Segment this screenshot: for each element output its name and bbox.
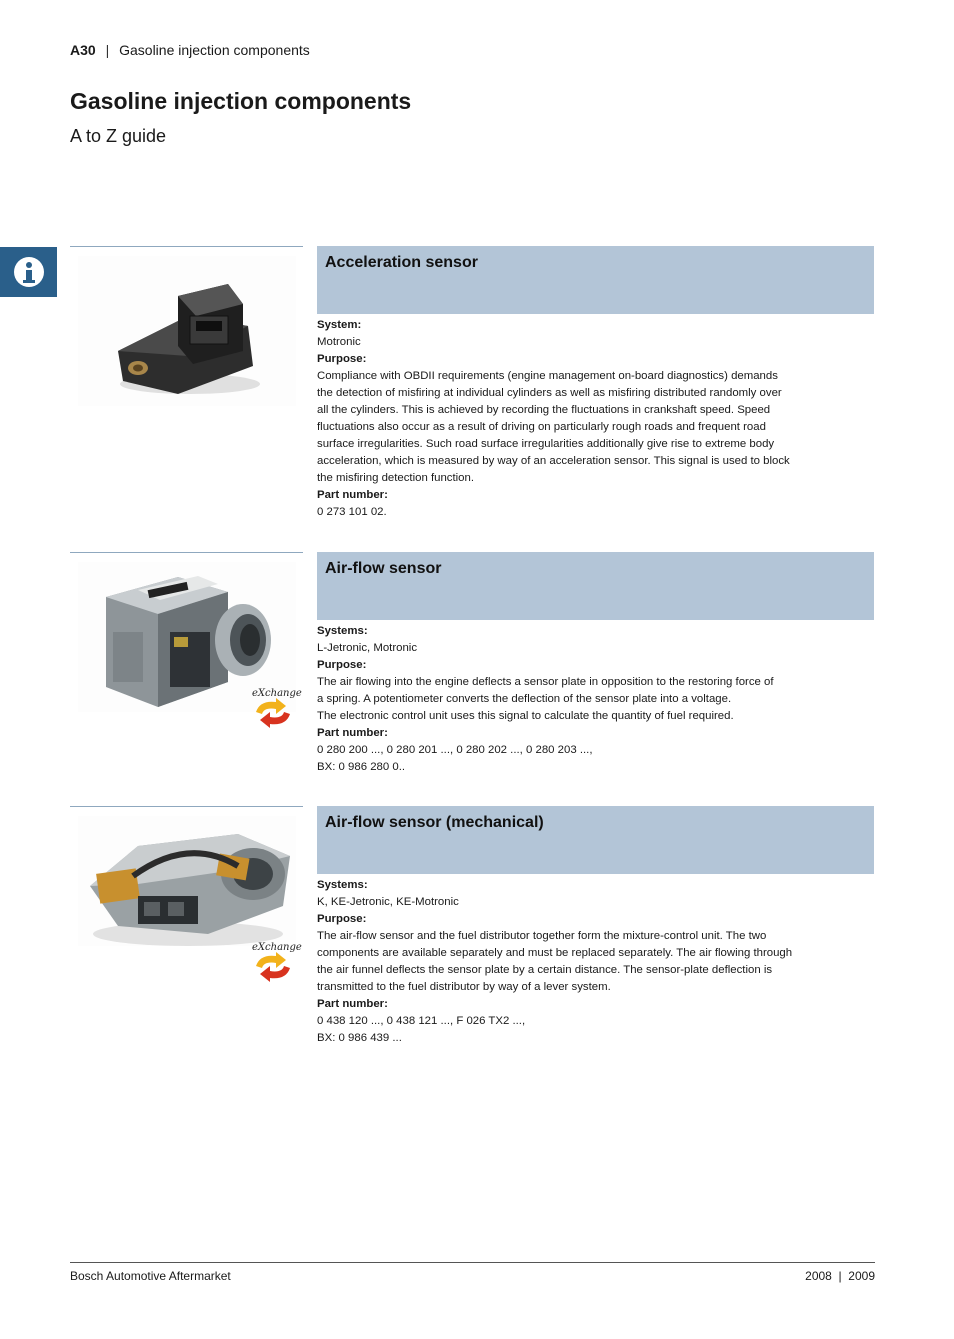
svg-text:eXchange: eXchange bbox=[252, 942, 302, 953]
entry-air-flow-sensor-mechanical bbox=[70, 806, 874, 1056]
svg-text:eXchange: eXchange bbox=[252, 688, 302, 699]
purpose-line: components are available separately and must be replaced separately. The air flowing through bbox=[317, 947, 793, 959]
part-number-value: 0 280 200 ..., 0 280 201 ..., 0 280 202 ..., 0 280 203 ..., bbox=[317, 744, 593, 756]
section-heading-bar bbox=[317, 246, 874, 314]
section-heading-bar bbox=[317, 552, 874, 620]
purpose-line: Compliance with OBDII requirements (engine management on-board diagnostics) demands bbox=[317, 370, 778, 382]
purpose-line: The air-flow sensor and the fuel distributor together form the mixture-control unit. The two bbox=[317, 930, 767, 942]
page-title: Gasoline injection components bbox=[70, 88, 412, 114]
section-heading: Air-flow sensor (mechanical) bbox=[325, 814, 544, 831]
section-body bbox=[317, 317, 874, 521]
purpose-line: fluctuations also occur as a result of driving on particularly rough roads and frequent road bbox=[317, 421, 766, 433]
purpose-line: surface irregularities. Such road surface irregularities additionally give rise to extreme body bbox=[317, 438, 775, 450]
part-number-label: Part number: bbox=[317, 998, 388, 1010]
section-heading-bar bbox=[317, 806, 874, 874]
page-number: A30 bbox=[70, 42, 96, 58]
section-body bbox=[317, 623, 874, 776]
purpose-line: transmitted to the fuel distributor by way of a lever system. bbox=[317, 981, 611, 993]
entry-acceleration-sensor bbox=[70, 246, 874, 526]
page-subtitle: A to Z guide bbox=[70, 126, 167, 146]
part-number-value: 0 438 120 ..., 0 438 121 ..., F 026 TX2 ..., bbox=[317, 1015, 526, 1027]
section-heading: Air-flow sensor bbox=[325, 560, 442, 577]
systems-label: Systems: bbox=[317, 625, 368, 637]
purpose-label: Purpose: bbox=[317, 659, 367, 671]
section-rule bbox=[70, 552, 303, 553]
footer-rule bbox=[70, 1262, 875, 1263]
running-header bbox=[70, 42, 310, 58]
section-heading: Acceleration sensor bbox=[325, 254, 478, 271]
part-number-value: BX: 0 986 439 ... bbox=[317, 1032, 402, 1044]
section-rule bbox=[70, 806, 303, 807]
purpose-label: Purpose: bbox=[317, 913, 367, 925]
section-rule bbox=[70, 246, 303, 247]
systems-value: Motronic bbox=[317, 336, 361, 348]
part-number-value: BX: 0 986 280 0.. bbox=[317, 761, 406, 773]
systems-value: K, KE-Jetronic, KE-Motronic bbox=[317, 896, 459, 908]
purpose-line: the misfiring detection function. bbox=[317, 472, 475, 484]
purpose-line: acceleration, which is measured by way of an acceleration sensor. This signal is used to block bbox=[317, 455, 790, 467]
header-separator: | bbox=[105, 42, 110, 58]
purpose-line: a spring. A potentiometer converts the deflection of the sensor plate into a voltage. bbox=[317, 693, 732, 705]
part-number-label: Part number: bbox=[317, 489, 388, 501]
purpose-line: the air funnel deflects the sensor plate by a certain distance. The sensor-plate deflection is bbox=[317, 964, 773, 976]
systems-label: System: bbox=[317, 319, 362, 331]
purpose-line: the detection of misfiring at individual cylinders as well as misfiring distributed randomly over bbox=[317, 387, 782, 399]
purpose-line: The air flowing into the engine deflects a sensor plate in opposition to the restoring force of bbox=[317, 676, 774, 688]
systems-label: Systems: bbox=[317, 879, 368, 891]
info-icon bbox=[14, 257, 44, 287]
purpose-line: The electronic control unit uses this signal to calculate the quantity of fuel required. bbox=[317, 710, 734, 722]
footer-publisher: Bosch Automotive Aftermarket bbox=[70, 1269, 231, 1283]
entry-air-flow-sensor bbox=[70, 552, 874, 782]
exchange-icon bbox=[250, 686, 302, 728]
footer-edition: 2008 | 2009 bbox=[805, 1269, 875, 1283]
part-number-label: Part number: bbox=[317, 727, 388, 739]
part-number-value: 0 273 101 02. bbox=[317, 506, 387, 518]
info-tab bbox=[0, 247, 57, 297]
header-section-title: Gasoline injection components bbox=[119, 42, 310, 58]
section-body bbox=[317, 877, 874, 1047]
systems-value: L-Jetronic, Motronic bbox=[317, 642, 418, 654]
purpose-line: all the cylinders. This is achieved by recording the fluctuations in crankshaft speed. Speed bbox=[317, 404, 771, 416]
acceleration-sensor-image bbox=[78, 256, 296, 406]
purpose-label: Purpose: bbox=[317, 353, 367, 365]
exchange-icon bbox=[250, 940, 302, 982]
